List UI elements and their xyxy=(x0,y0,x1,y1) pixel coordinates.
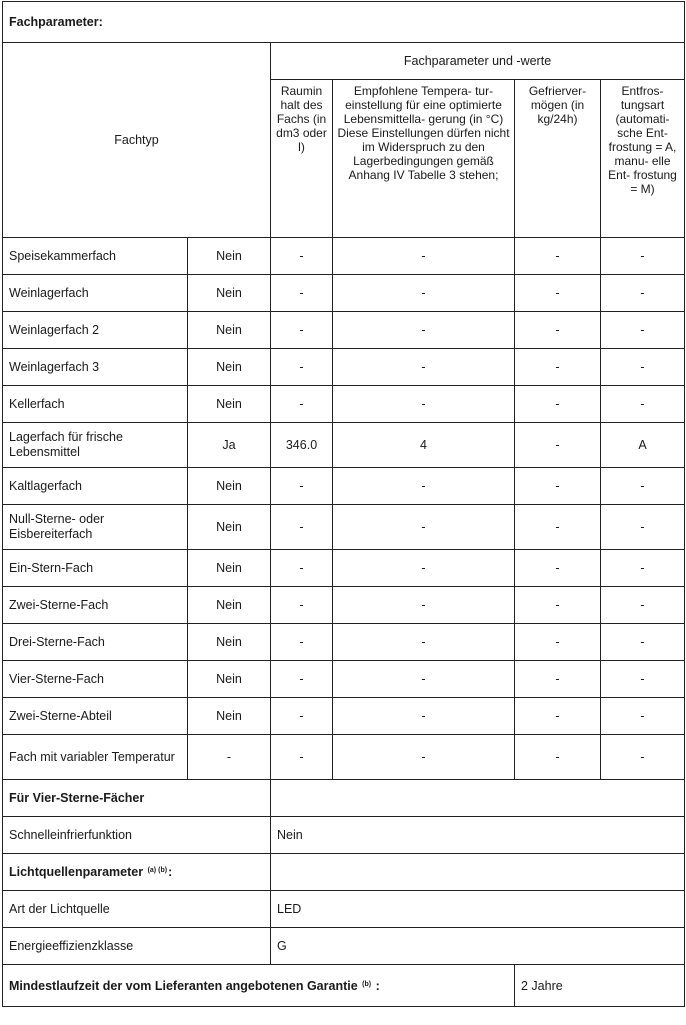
light-heading xyxy=(3,854,271,891)
compartment-temperature: - xyxy=(333,698,515,735)
compartment-volume: - xyxy=(271,312,333,349)
compartment-present: Nein xyxy=(188,550,271,587)
compartment-type: Fach mit variabler Temperatur xyxy=(3,735,188,780)
table-row xyxy=(3,312,685,349)
light-note-a: (a) xyxy=(147,867,157,874)
compartment-present: Nein xyxy=(188,505,271,550)
compartment-temperature: - xyxy=(333,735,515,780)
compartment-temperature: 4 xyxy=(333,423,515,468)
table-row xyxy=(3,275,685,312)
compartment-temperature: - xyxy=(333,312,515,349)
compartment-freezing-capacity: - xyxy=(515,661,601,698)
compartment-volume: - xyxy=(271,505,333,550)
compartment-defrost-type: - xyxy=(601,661,685,698)
compartment-defrost-type: - xyxy=(601,698,685,735)
compartment-type: Weinlagerfach xyxy=(3,275,188,312)
table-row xyxy=(3,238,685,275)
header-volume: Raumin halt des Fachs (in dm3 oder l) xyxy=(271,80,333,238)
compartment-type: Weinlagerfach 3 xyxy=(3,349,188,386)
compartment-temperature: - xyxy=(333,468,515,505)
compartment-defrost-type: - xyxy=(601,312,685,349)
compartment-present: Nein xyxy=(188,587,271,624)
compartment-defrost-type: - xyxy=(601,735,685,780)
fachparameter-table xyxy=(2,1,685,1007)
compartment-present: Nein xyxy=(188,624,271,661)
table-row xyxy=(3,587,685,624)
compartment-present: Nein xyxy=(188,698,271,735)
compartment-temperature: - xyxy=(333,624,515,661)
compartment-present: Nein xyxy=(188,275,271,312)
table-row xyxy=(3,735,685,780)
compartment-defrost-type: - xyxy=(601,349,685,386)
compartment-volume: - xyxy=(271,550,333,587)
header-temperature: Empfohlene Tempera- tur-einstellung für eine optimierte Lebensmittella- gerung (in °C) Diese Einstellungen dürfen nicht im Widerspruch zu den Lagerbedingungen gemäß Anhang IV Tabelle 3 stehen; xyxy=(333,80,515,238)
header-defrost-type: Entfros- tungsart (automati- sche Ent- frostung = A, manu- elle Ent- frostung = M) xyxy=(601,80,685,238)
compartment-temperature: - xyxy=(333,661,515,698)
light-type-value: LED xyxy=(271,891,685,928)
warranty-label-text: Mindestlaufzeit der vom Lieferanten angebotenen Garantie xyxy=(9,978,358,993)
four-star-empty xyxy=(271,780,685,817)
light-heading-text: Lichtquellenparameter xyxy=(9,865,144,879)
compartment-type: Lagerfach für frische Lebensmittel xyxy=(3,423,188,468)
table-row xyxy=(3,505,685,550)
compartment-freezing-capacity: - xyxy=(515,505,601,550)
compartment-present: Nein xyxy=(188,312,271,349)
compartment-temperature: - xyxy=(333,587,515,624)
warranty-value: 2 Jahre xyxy=(515,965,685,1007)
compartment-type: Kaltlagerfach xyxy=(3,468,188,505)
compartment-type: Zwei-Sterne-Abteil xyxy=(3,698,188,735)
quick-freeze-label: Schnelleinfrierfunktion xyxy=(3,817,271,854)
compartment-volume: - xyxy=(271,624,333,661)
compartment-volume: - xyxy=(271,587,333,624)
compartment-freezing-capacity: - xyxy=(515,624,601,661)
compartment-volume: - xyxy=(271,698,333,735)
table-row xyxy=(3,468,685,505)
header-fachtyp: Fachtyp xyxy=(3,43,271,238)
compartment-volume: - xyxy=(271,735,333,780)
compartment-type: Drei-Sterne-Fach xyxy=(3,624,188,661)
compartment-temperature: - xyxy=(333,238,515,275)
compartment-freezing-capacity: - xyxy=(515,238,601,275)
compartment-volume: - xyxy=(271,238,333,275)
compartment-volume: - xyxy=(271,386,333,423)
energy-class-value: G xyxy=(271,928,685,965)
compartment-freezing-capacity: - xyxy=(515,587,601,624)
compartment-freezing-capacity: - xyxy=(515,468,601,505)
compartment-present: Nein xyxy=(188,349,271,386)
table-row xyxy=(3,550,685,587)
table-row xyxy=(3,698,685,735)
compartment-volume: - xyxy=(271,468,333,505)
four-star-heading: Für Vier-Sterne-Fächer xyxy=(3,780,271,817)
compartment-volume: - xyxy=(271,661,333,698)
compartment-present: Nein xyxy=(188,661,271,698)
warranty-label xyxy=(3,965,515,1007)
compartment-type: Vier-Sterne-Fach xyxy=(3,661,188,698)
compartment-defrost-type: - xyxy=(601,386,685,423)
compartment-freezing-capacity: - xyxy=(515,423,601,468)
compartment-defrost-type: - xyxy=(601,238,685,275)
compartment-type: Weinlagerfach 2 xyxy=(3,312,188,349)
compartment-temperature: - xyxy=(333,275,515,312)
compartment-present: Ja xyxy=(188,423,271,468)
compartment-volume: 346.0 xyxy=(271,423,333,468)
compartment-present: Nein xyxy=(188,386,271,423)
light-note-b: (b) xyxy=(158,867,168,874)
compartment-temperature: - xyxy=(333,349,515,386)
compartment-freezing-capacity: - xyxy=(515,349,601,386)
compartment-freezing-capacity: - xyxy=(515,275,601,312)
compartment-present: - xyxy=(188,735,271,780)
table-title: Fachparameter: xyxy=(3,2,685,43)
light-heading-suffix: : xyxy=(168,865,173,879)
warranty-note: (b) xyxy=(362,980,372,988)
compartment-temperature: - xyxy=(333,550,515,587)
compartment-type: Kellerfach xyxy=(3,386,188,423)
compartment-defrost-type: - xyxy=(601,587,685,624)
compartment-temperature: - xyxy=(333,386,515,423)
table-row xyxy=(3,423,685,468)
table-row xyxy=(3,386,685,423)
header-freezing-capacity: Gefrierver- mögen (in kg/24h) xyxy=(515,80,601,238)
table-row xyxy=(3,349,685,386)
compartment-defrost-type: - xyxy=(601,550,685,587)
compartment-defrost-type: - xyxy=(601,468,685,505)
energy-class-label: Energieeffizienzklasse xyxy=(3,928,271,965)
compartment-freezing-capacity: - xyxy=(515,312,601,349)
compartment-freezing-capacity: - xyxy=(515,386,601,423)
compartment-freezing-capacity: - xyxy=(515,698,601,735)
compartment-present: Nein xyxy=(188,468,271,505)
compartment-defrost-type: - xyxy=(601,624,685,661)
compartment-volume: - xyxy=(271,275,333,312)
compartment-type: Speisekammerfach xyxy=(3,238,188,275)
quick-freeze-value: Nein xyxy=(271,817,685,854)
table-row xyxy=(3,661,685,698)
warranty-suffix: : xyxy=(372,978,380,993)
light-type-label: Art der Lichtquelle xyxy=(3,891,271,928)
compartment-defrost-type: - xyxy=(601,505,685,550)
compartment-defrost-type: - xyxy=(601,275,685,312)
compartment-volume: - xyxy=(271,349,333,386)
table-row xyxy=(3,624,685,661)
light-empty xyxy=(271,854,685,891)
compartment-type: Zwei-Sterne-Fach xyxy=(3,587,188,624)
compartment-freezing-capacity: - xyxy=(515,550,601,587)
compartment-defrost-type: A xyxy=(601,423,685,468)
header-group: Fachparameter und -werte xyxy=(271,43,685,80)
compartment-type: Ein-Stern-Fach xyxy=(3,550,188,587)
compartment-present: Nein xyxy=(188,238,271,275)
compartment-temperature: - xyxy=(333,505,515,550)
compartment-freezing-capacity: - xyxy=(515,735,601,780)
compartment-type: Null-Sterne- oder Eisbereiterfach xyxy=(3,505,188,550)
